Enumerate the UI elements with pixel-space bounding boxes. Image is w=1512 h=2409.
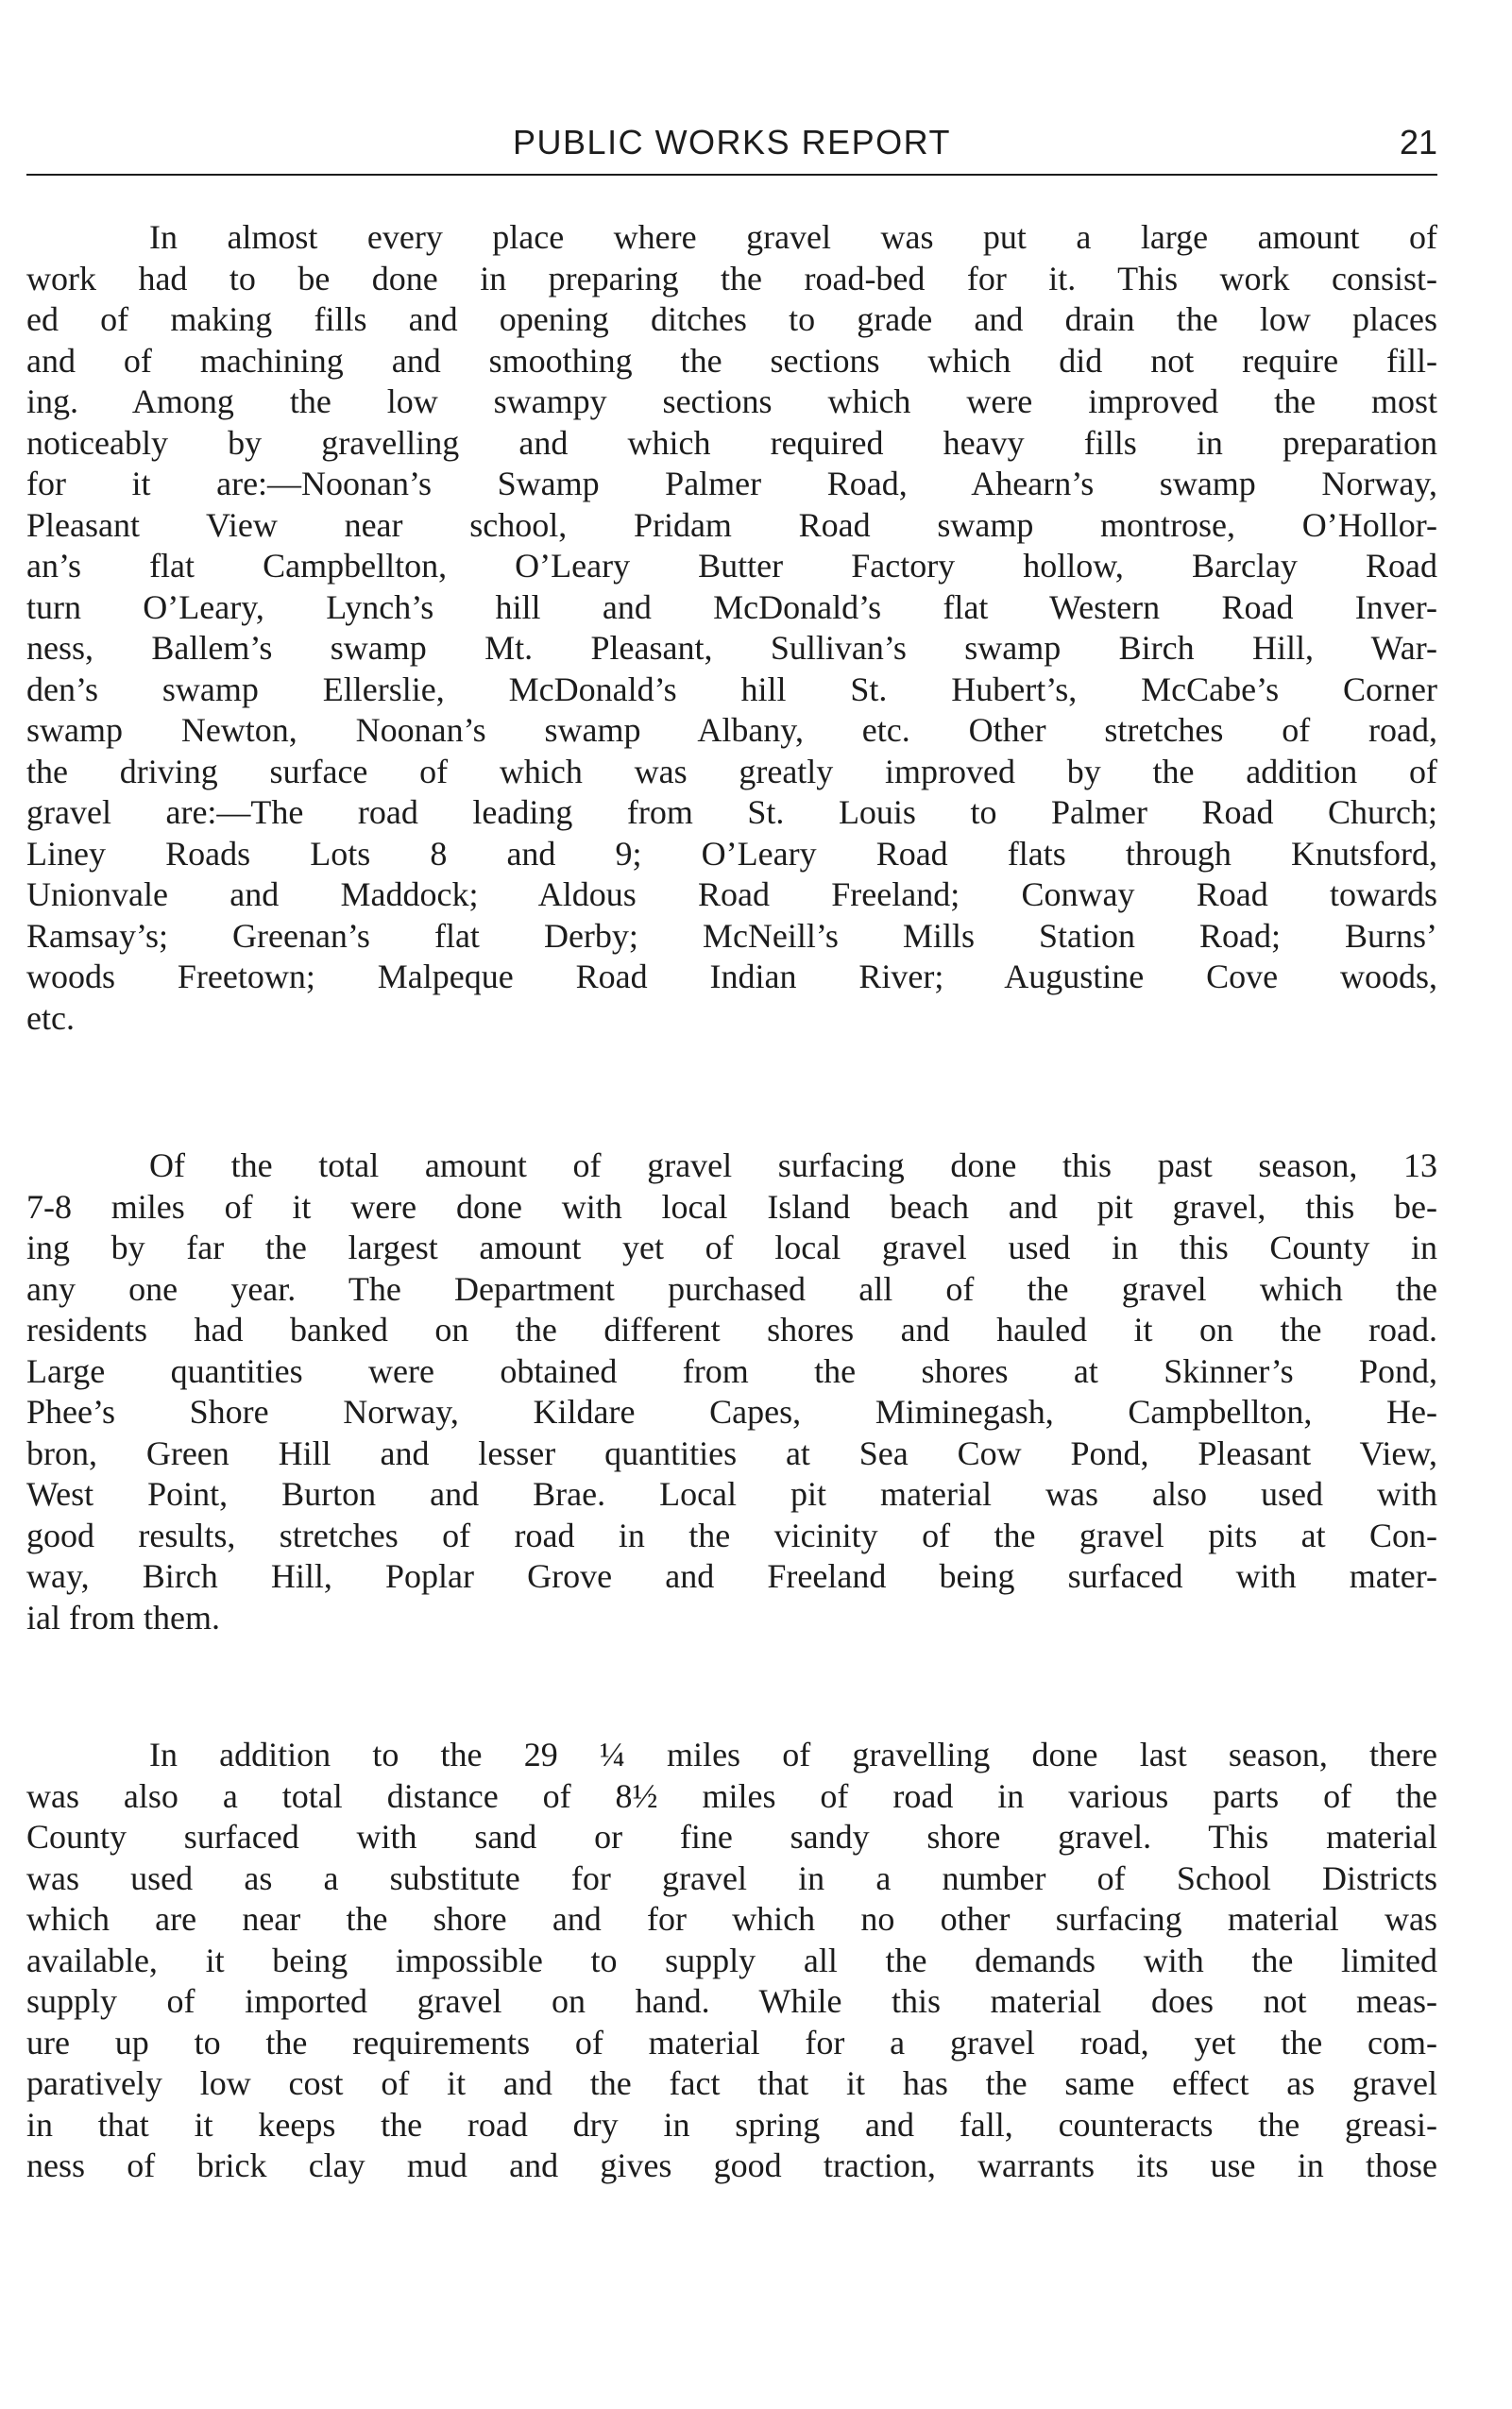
text-line: den’s swamp Ellerslie, McDonald’s hill St. Hubert’s, McCabe’s Corner bbox=[26, 670, 1437, 708]
text-line: supply of imported gravel on hand. While this material does not meas- bbox=[26, 1982, 1437, 2020]
text-line: woods Freetown; Malpeque Road Indian River; Augustine Cove woods, bbox=[26, 958, 1437, 995]
text-line: ness, Ballem’s swamp Mt. Pleasant, Sullivan’s swamp Birch Hill, War- bbox=[26, 629, 1437, 667]
text-line: ure up to the requirements of material for a gravel road, yet the com- bbox=[26, 2023, 1437, 2061]
text-line: which are near the shore and for which no other surfacing material was bbox=[26, 1900, 1437, 1938]
text-line: County surfaced with sand or fine sandy shore gravel. This material bbox=[26, 1818, 1437, 1856]
header-rule bbox=[26, 174, 1437, 176]
text-line: In almost every place where gravel was put a large amount of bbox=[149, 218, 1437, 256]
text-line: ed of making fills and opening ditches to grade and drain the low places bbox=[26, 300, 1437, 338]
running-title: PUBLIC WORKS REPORT bbox=[513, 123, 951, 161]
text-line: an’s flat Campbellton, O’Leary Butter Factory hollow, Barclay Road bbox=[26, 547, 1437, 585]
text-line: gravel are:—The road leading from St. Louis to Palmer Road Church; bbox=[26, 793, 1437, 831]
text-line: Large quantities were obtained from the shores at Skinner’s Pond, bbox=[26, 1351, 1437, 1390]
text-line: available, it being impossible to supply all the demands with the limited bbox=[26, 1941, 1437, 1979]
text-line: 7-8 miles of it were done with local Island beach and pit gravel, this be- bbox=[26, 1187, 1437, 1226]
paragraph-3 bbox=[26, 1735, 1437, 2187]
text-line: and of machining and smoothing the sections which did not require fill- bbox=[26, 341, 1437, 380]
text-line: Of the total amount of gravel surfacing done this past season, 13 bbox=[149, 1146, 1437, 1184]
page-header bbox=[26, 119, 1437, 166]
paragraph-1 bbox=[26, 217, 1437, 1039]
text-line: was used as a substitute for gravel in a number of School Districts bbox=[26, 1858, 1437, 1897]
text-line: residents had banked on the different shores and hauled it on the road. bbox=[26, 1311, 1437, 1349]
text-line: swamp Newton, Noonan’s swamp Albany, etc. Other stretches of road, bbox=[26, 711, 1437, 749]
text-line: West Point, Burton and Brae. Local pit material was also used with bbox=[26, 1475, 1437, 1513]
text-line: bron, Green Hill and lesser quantities at Sea Cow Pond, Pleasant View, bbox=[26, 1434, 1437, 1472]
text-line: In addition to the 29 ¼ miles of gravelling done last season, there bbox=[149, 1736, 1437, 1773]
text-line: Unionvale and Maddock; Aldous Road Freeland; Conway Road towards bbox=[26, 875, 1437, 913]
text-line: Liney Roads Lots 8 and 9; O’Leary Road flats through Knutsford, bbox=[26, 834, 1437, 873]
text-line: was also a total distance of 8½ miles of road in various parts of the bbox=[26, 1776, 1437, 1815]
text-line: any one year. The Department purchased all of the gravel which the bbox=[26, 1269, 1437, 1308]
text-line: ness of brick clay mud and gives good traction, warrants its use in those bbox=[26, 2146, 1437, 2184]
text-line: noticeably by gravelling and which required heavy fills in preparation bbox=[26, 423, 1437, 462]
text-line: turn O’Leary, Lynch’s hill and McDonald’s flat Western Road Inver- bbox=[26, 587, 1437, 626]
text-line: ing by far the largest amount yet of local gravel used in this County in bbox=[26, 1229, 1437, 1266]
text-line: in that it keeps the road dry in spring and fall, counteracts the greasi- bbox=[26, 2105, 1437, 2144]
text-line: Ramsay’s; Greenan’s flat Derby; McNeill’s Mills Station Road; Burns’ bbox=[26, 916, 1437, 955]
text-line: etc. bbox=[26, 998, 75, 1037]
text-line: Pleasant View near school, Pridam Road swamp montrose, O’Hollor- bbox=[26, 505, 1437, 544]
text-line: for it are:—Noonan’s Swamp Palmer Road, Ahearn’s swamp Norway, bbox=[26, 465, 1437, 502]
text-line: work had to be done in preparing the road-bed for it. This work consist- bbox=[26, 259, 1437, 297]
page-number: 21 bbox=[1399, 123, 1437, 161]
text-line: Phee’s Shore Norway, Kildare Capes, Miminegash, Campbellton, He- bbox=[26, 1393, 1437, 1431]
paragraph-2 bbox=[26, 1145, 1437, 1638]
text-line: the driving surface of which was greatly improved by the addition of bbox=[26, 752, 1437, 790]
text-line: way, Birch Hill, Poplar Grove and Freeland being surfaced with mater- bbox=[26, 1557, 1437, 1595]
text-line: good results, stretches of road in the vicinity of the gravel pits at Con- bbox=[26, 1516, 1437, 1554]
text-line: ing. Among the low swampy sections which were improved the most bbox=[26, 382, 1437, 420]
text-line: ial from them. bbox=[26, 1598, 220, 1637]
text-line: paratively low cost of it and the fact that it has the same effect as gravel bbox=[26, 2064, 1437, 2102]
